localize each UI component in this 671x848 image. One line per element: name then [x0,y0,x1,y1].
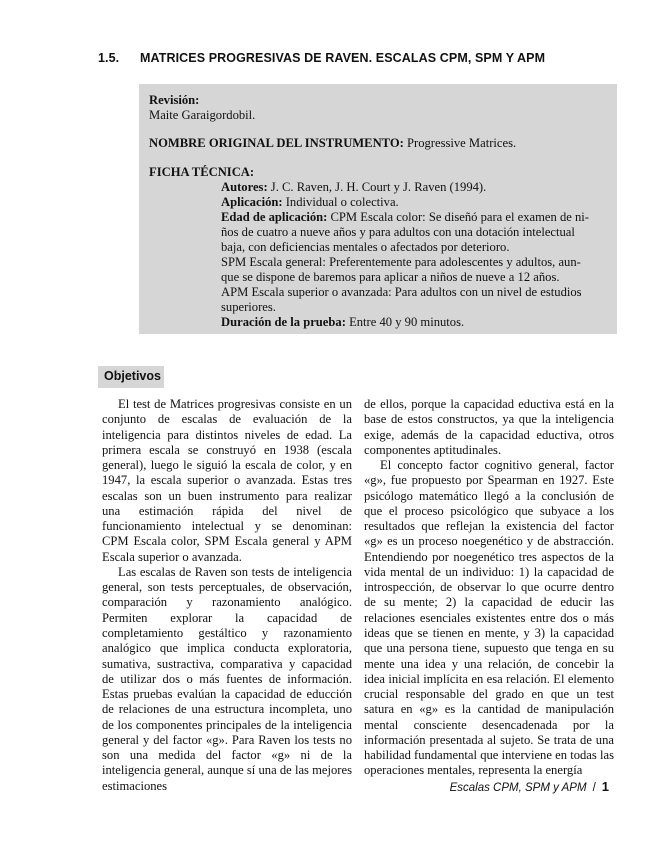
revision-label: Revisión: [149,93,200,107]
original-name: NOMBRE ORIGINAL DEL INSTRUMENTO: Progressive Matrices. [149,136,517,150]
spm-line-2: que se dispone de baremos para aplicar a niños de nueve a 12 años. [221,270,560,284]
apm-line-2: superiores. [221,300,276,314]
paragraph: El concepto factor cognitivo general, factor «g», fue propuesto por Spearman en 1927. Este psicólogo matemático llegó a la conclusión de que el proceso psicológico que subyace a los resultados que reflejan la existencia del factor «g» es un proceso noegenético y de abstracción. Entendiendo por noegenético tres aspectos de la vida mental de un individuo: 1) la capacidad de introspección, de observar lo que ocurre dentro de su mente; 2) la capacidad de educir las relaciones esenciales existentes entre dos o más ideas que se tienen en mente, y 3) la capacidad que una persona tiene, supuesto que tenga en su mente una idea y una relación, de concebir la idea inicial implícita en esa relación. El elemento crucial responsable del grado en que un test satura en «g» es la cantidad de manipulación mental consciente desencadenada por la información presentada al sujeto. Se trata de una habilidad fundamental que interviene en todas las operaciones mentales, representa la energía [364,458,614,778]
objetivos-heading: Objetivos [104,369,161,383]
duracion-line: Duración de la prueba: Entre 40 y 90 minutos. [221,315,465,329]
revision-author: Maite Garaigordobil. [149,108,256,122]
apm-line-1: APM Escala superior o avanzada: Para adultos con un nivel de estudios [221,285,582,299]
autores-line: Autores: J. C. Raven, J. H. Court y J. Raven (1994). [221,180,487,194]
section-title: MATRICES PROGRESIVAS DE RAVEN. ESCALAS CPM, SPM Y APM [140,51,546,65]
paragraph: El test de Matrices progresivas consiste en un conjunto de escalas de evaluación de la inteligencia para distintos niveles de edad. La primera escala se construyó en 1938 (escala general), luego le siguió la escala de color, y en 1947, la escala superior o avanzada. Estas tres escalas son un buen instrumento para realizar una estimación rápida del nivel de funcionamiento intelectual y se denominan: CPM Escala color, SPM Escala general y APM Escala superior o avanzada. [102,397,352,564]
page-number: 1 [601,779,609,794]
ficha-label: FICHA TÉCNICA: [149,165,255,179]
text-column-right [364,397,614,779]
text-column-left [102,397,352,794]
info-box [139,84,617,334]
section-number: 1.5. [98,51,120,65]
aplicacion-line: Aplicación: Individual o colectiva. [221,195,399,209]
edad-line-2: ños de cuatro a nueve años y para adultos con una dotación intelectual [221,225,575,239]
page-footer [450,779,609,794]
paragraph: de ellos, porque la capacidad eductiva está en la base de estos constructos, ya que la inteligencia exige, además de la capacidad eductiva, otros componentes aptitudinales. [364,397,614,457]
spm-line-1: SPM Escala general: Preferentemente para adolescentes y adultos, aun- [221,255,581,269]
footer-separator: / [592,782,596,794]
edad-line-1: Edad de aplicación: CPM Escala color: Se diseñó para el examen de ni- [221,210,589,224]
paragraph: Las escalas de Raven son tests de inteligencia general, son tests perceptuales, de observación, comparación y razonamiento analógico. Permiten explorar la capacidad de completamiento gestáltico y razonamiento analógico que implica conducta exploratoria, sumativa, sustractiva, comparativa y capacidad de utilizar dos o más fuentes de información. Estas pruebas evalúan la capacidad de educción de relaciones de una estructura incompleta, uno de los componentes principales de la inteligencia general y del factor «g». Para Raven los tests no son una medida del factor «g» ni de la inteligencia general, aunque sí una de las mejores estimaciones [102,564,352,793]
footer-title: Escalas CPM, SPM y APM [449,782,587,794]
section-heading [98,51,545,65]
edad-line-3: baja, con deficiencias mentales o afectados por deterioro. [221,240,510,254]
